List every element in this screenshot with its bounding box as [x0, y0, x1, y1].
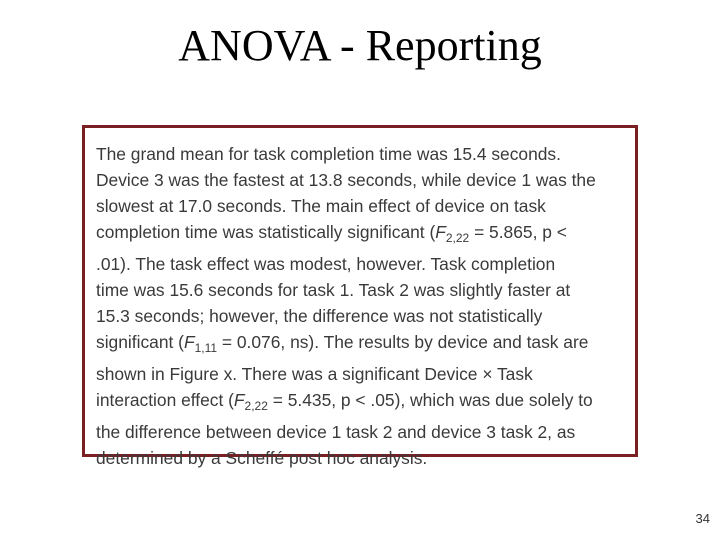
line-text: significant (: [96, 332, 184, 352]
degrees-of-freedom: 2,22: [445, 231, 470, 245]
slide-title: ANOVA - Reporting: [178, 21, 542, 70]
line-text: = 0.076, ns). The results by device and task are: [217, 332, 589, 352]
results-paragraph: [96, 141, 631, 471]
line-text: = 5.435, p < .05), which was due solely to: [267, 390, 593, 410]
text-box: [82, 125, 638, 468]
paragraph-line: slowest at 17.0 seconds. The main effect of device on task: [96, 196, 546, 216]
paragraph-line: 15.3 seconds; however, the difference was not statistically: [96, 306, 543, 326]
paragraph-line: Device 3 was the fastest at 13.8 seconds, while device 1 was the: [96, 170, 596, 190]
page-number: 34: [695, 511, 710, 526]
paragraph-line: [96, 329, 631, 361]
line-text: = 5.865, p <: [469, 222, 567, 242]
degrees-of-freedom: 2,22: [244, 399, 268, 413]
line-text: interaction effect (: [96, 390, 234, 410]
f-statistic-symbol: F: [233, 390, 245, 410]
paragraph-line: The grand mean for task completion time was 15.4 seconds.: [96, 144, 561, 164]
paragraph-line: determined by a Scheffé post hoc analysis.: [96, 448, 428, 468]
paragraph-line: time was 15.6 seconds for task 1. Task 2 was slightly faster at: [96, 280, 571, 300]
line-text: completion time was statistically significant (: [96, 222, 436, 242]
degrees-of-freedom: 1,11: [194, 341, 218, 355]
f-statistic-symbol: F: [435, 222, 446, 242]
paragraph-line: .01). The task effect was modest, however. Task completion: [96, 254, 556, 274]
paragraph-line: [96, 219, 631, 251]
f-statistic-symbol: F: [183, 332, 195, 352]
paragraph-line: the difference between device 1 task 2 and device 3 task 2, as: [96, 422, 576, 442]
paragraph-line: [96, 387, 631, 419]
paragraph-line: shown in Figure x. There was a significant Device × Task: [96, 364, 533, 384]
